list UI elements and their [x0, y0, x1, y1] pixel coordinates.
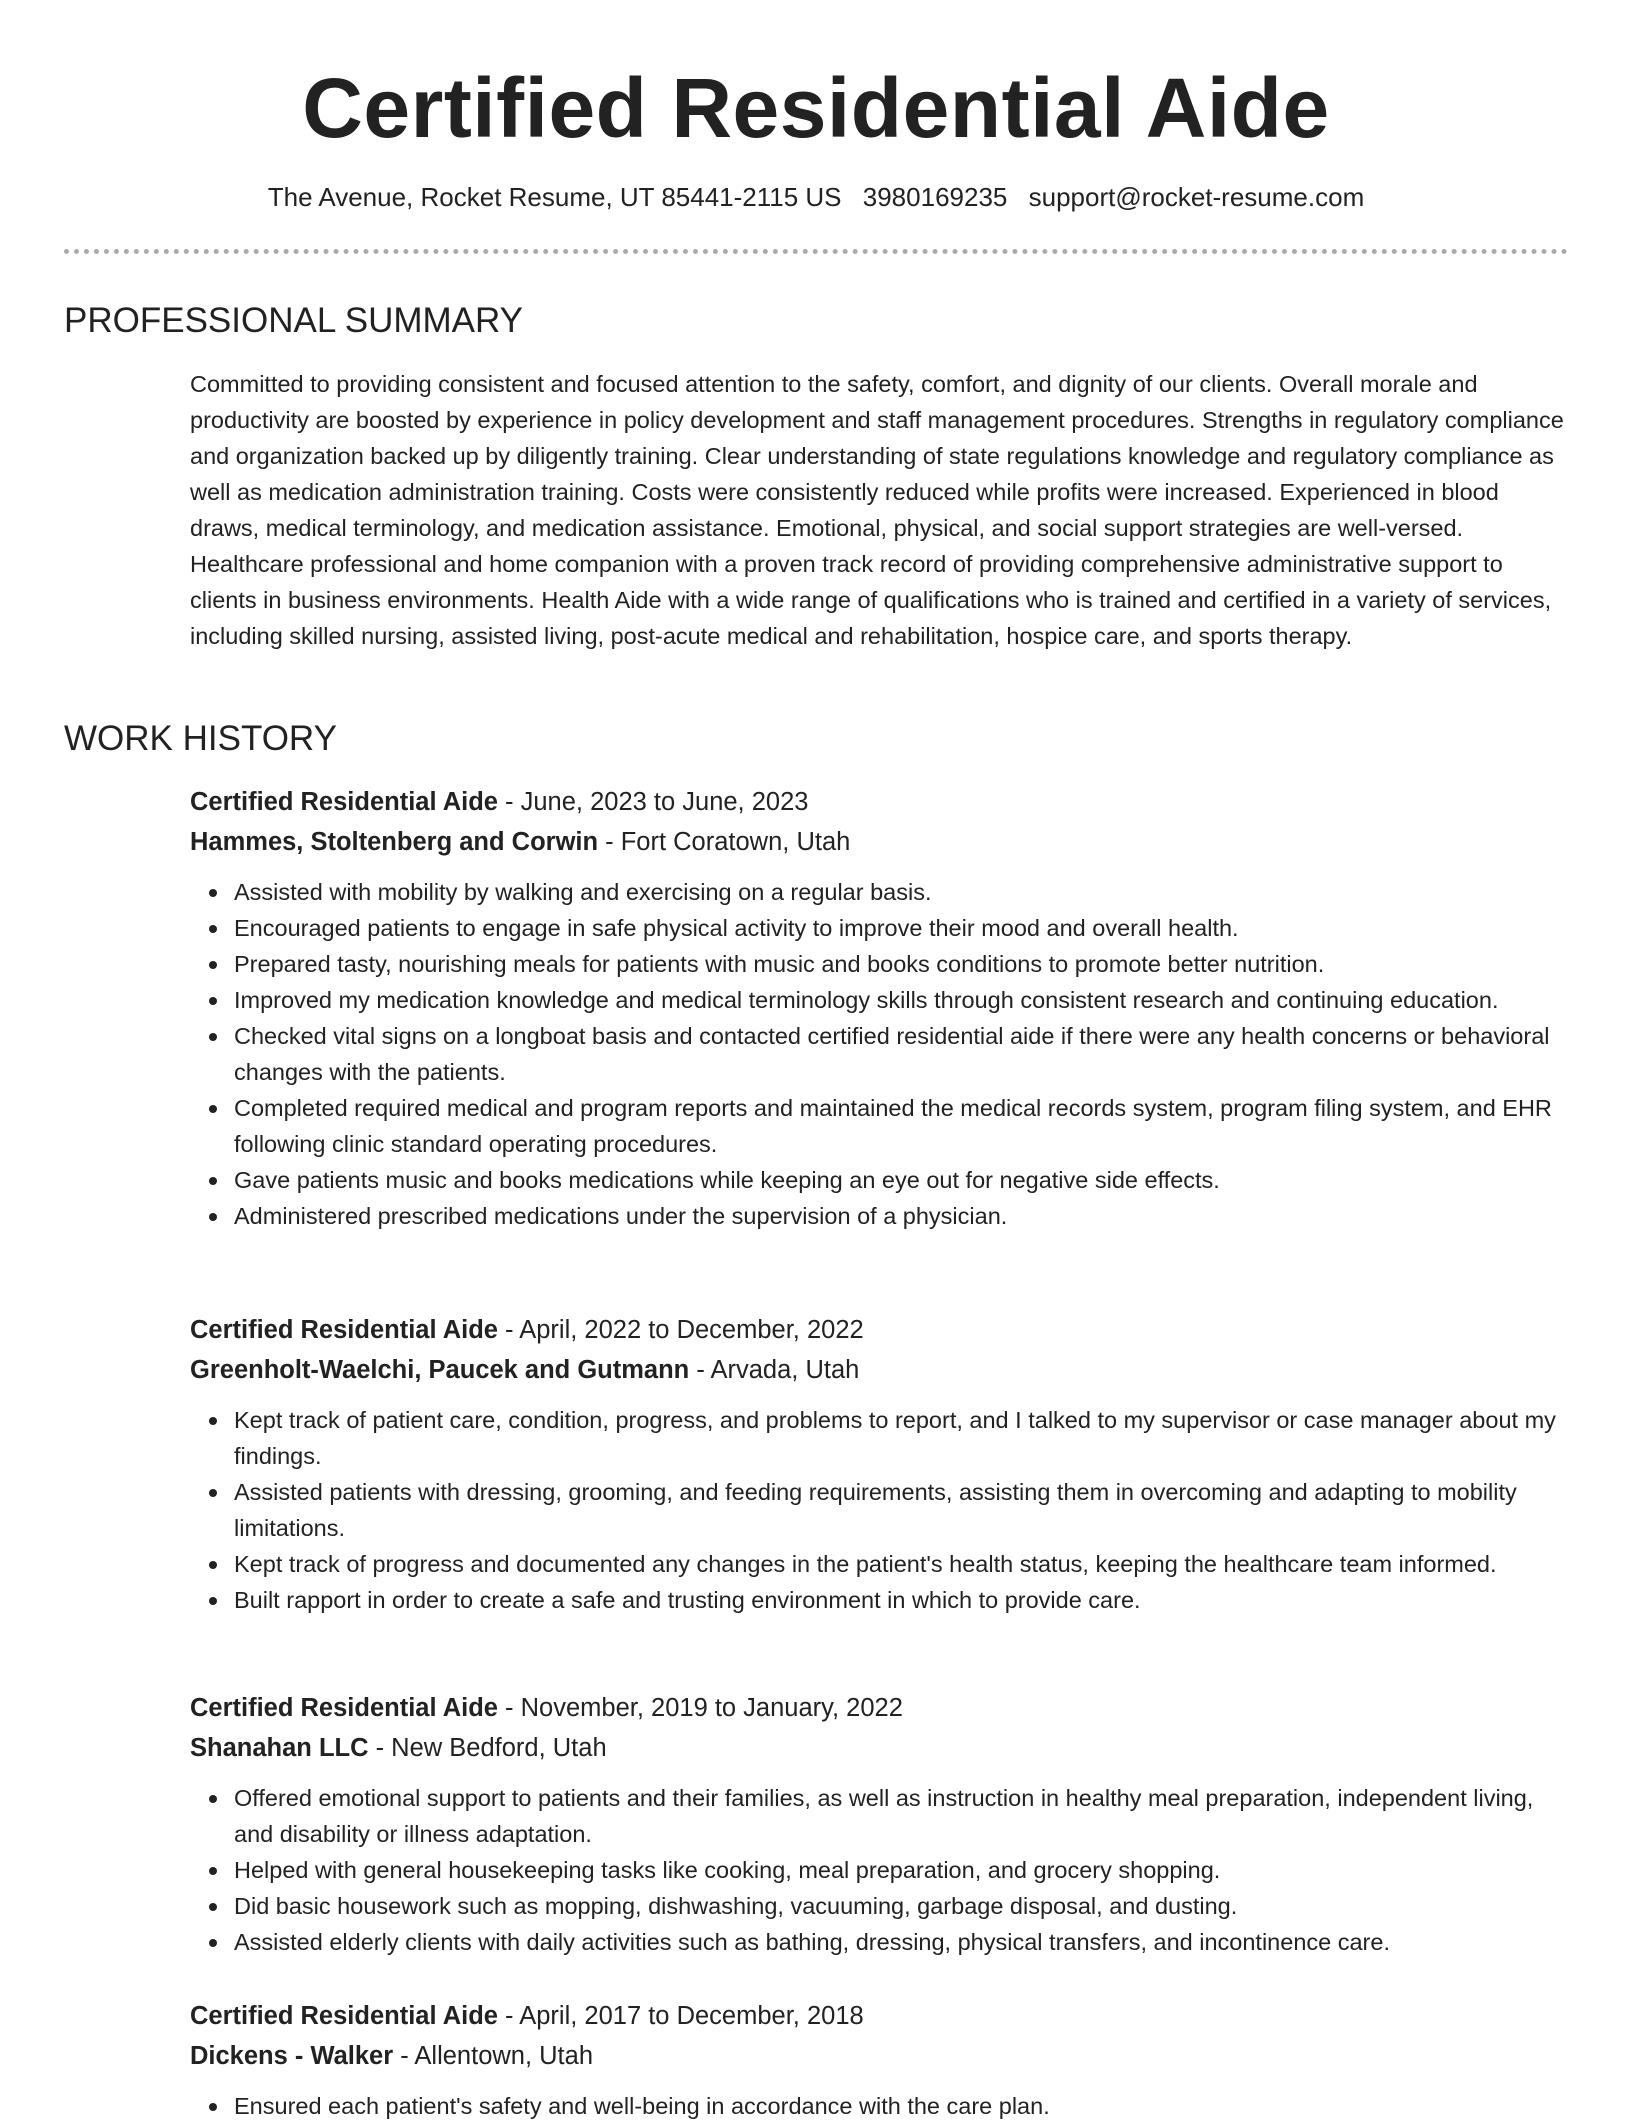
- section-title-work-history: WORK HISTORY: [64, 719, 337, 758]
- job-location: - New Bedford, Utah: [368, 1734, 607, 1762]
- job-location: - Fort Coratown, Utah: [598, 828, 851, 856]
- job-company-line: [190, 1728, 1568, 1768]
- job-role: Certified Residential Aide: [190, 1694, 498, 1722]
- job-entry: [190, 1688, 1568, 1960]
- job-bullet: Offered emotional support to patients and their families, as well as instruction in healthy meal preparation, independent living, and disability or illness adaptation.: [234, 1780, 1568, 1852]
- job-company: Greenholt-Waelchi, Paucek and Gutmann: [190, 1356, 690, 1384]
- job-company-line: [190, 2036, 1568, 2076]
- job-bullets: [190, 1402, 1568, 1618]
- job-entry: [190, 782, 1568, 1234]
- job-role: Certified Residential Aide: [190, 788, 498, 816]
- job-bullet: Assisted with mobility by walking and exercising on a regular basis.: [234, 874, 1568, 910]
- job-title-line: [190, 782, 1568, 822]
- job-bullet: Kept track of progress and documented any changes in the patient's health status, keeping the healthcare team informed.: [234, 1546, 1568, 1582]
- job-bullet: Gave patients music and books medications while keeping an eye out for negative side effects.: [234, 1162, 1568, 1198]
- job-dates: - April, 2022 to December, 2022: [497, 1316, 864, 1344]
- job-title-line: [190, 1310, 1568, 1350]
- job-bullet: Completed required medical and program reports and maintained the medical records system, program filing system, and EHR following clinic standard operating procedures.: [234, 1090, 1568, 1162]
- contact-phone: 3980169235: [862, 182, 1008, 212]
- job-company: Dickens - Walker: [190, 2042, 394, 2070]
- job-bullet: Assisted elderly clients with daily activities such as bathing, dressing, physical transfers, and incontinence care.: [234, 1924, 1568, 1960]
- job-bullets: [190, 874, 1568, 1234]
- job-title-line: [190, 1688, 1568, 1728]
- job-bullet: Improved my medication knowledge and medical terminology skills through consistent research and continuing education.: [234, 982, 1568, 1018]
- job-company-line: [190, 822, 1568, 862]
- header-divider: [64, 249, 1568, 254]
- job-bullet: Built rapport in order to create a safe and trusting environment in which to provide care.: [234, 1582, 1568, 1618]
- job-company: Hammes, Stoltenberg and Corwin: [190, 828, 599, 856]
- job-entry: [190, 1310, 1568, 1618]
- job-entry: [190, 1996, 1568, 2124]
- job-bullets: [190, 1780, 1568, 1960]
- job-dates: - June, 2023 to June, 2023: [497, 788, 809, 816]
- job-bullet: Encouraged patients to engage in safe physical activity to improve their mood and overall health.: [234, 910, 1568, 946]
- contact-line: [64, 182, 1568, 212]
- summary-text: Committed to providing consistent and focused attention to the safety, comfort, and dignity of our clients. Overall morale and productivity are boosted by experience in policy development and staff management procedures. Strengths in regulatory compliance and organization backed up by diligently training. Clear understanding of state regulations knowledge and regulatory compliance as well as medication administration training. Costs were consistently reduced while profits were increased. Experienced in blood draws, medical terminology, and medication assistance. Emotional, physical, and social support strategies are well-versed. Healthcare professional and home companion with a proven track record of providing comprehensive administrative support to clients in business environments. Health Aide with a wide range of qualifications who is trained and certified in a variety of services, including skilled nursing, assisted living, post-acute medical and rehabilitation, hospice care, and sports therapy.: [190, 371, 1564, 649]
- job-bullet: Ensured each patient's safety and well-being in accordance with the care plan.: [234, 2088, 1568, 2124]
- job-bullet: Assisted patients with dressing, grooming, and feeding requirements, assisting them in overcoming and adapting to mobility limitations.: [234, 1474, 1568, 1546]
- contact-email: support@rocket-resume.com: [1028, 182, 1365, 212]
- job-bullet: Helped with general housekeeping tasks like cooking, meal preparation, and grocery shopping.: [234, 1852, 1568, 1888]
- job-dates: - November, 2019 to January, 2022: [497, 1694, 903, 1722]
- job-bullet: Kept track of patient care, condition, progress, and problems to report, and I talked to my supervisor or case manager about my findings.: [234, 1402, 1568, 1474]
- job-company: Shanahan LLC: [190, 1734, 369, 1762]
- job-company-line: [190, 1350, 1568, 1390]
- job-location: - Allentown, Utah: [393, 2042, 594, 2070]
- contact-address: The Avenue, Rocket Resume, UT 85441-2115 US: [267, 182, 842, 212]
- job-bullet: Administered prescribed medications under the supervision of a physician.: [234, 1198, 1568, 1234]
- section-title-summary: PROFESSIONAL SUMMARY: [64, 301, 523, 340]
- job-title-line: [190, 1996, 1568, 2036]
- job-dates: - April, 2017 to December, 2018: [497, 2002, 864, 2030]
- job-role: Certified Residential Aide: [190, 1316, 498, 1344]
- job-bullet: Checked vital signs on a longboat basis and contacted certified residential aide if there were any health concerns or behavioral changes with the patients.: [234, 1018, 1568, 1090]
- job-role: Certified Residential Aide: [190, 2002, 498, 2030]
- job-bullet: Did basic housework such as mopping, dishwashing, vacuuming, garbage disposal, and dusting.: [234, 1888, 1568, 1924]
- job-bullets: [190, 2088, 1568, 2124]
- job-location: - Arvada, Utah: [689, 1356, 860, 1384]
- resume-name: Certified Residential Aide: [302, 61, 1330, 155]
- job-bullet: Prepared tasty, nourishing meals for patients with music and books conditions to promote better nutrition.: [234, 946, 1568, 982]
- resume-page: [64, 0, 1568, 2119]
